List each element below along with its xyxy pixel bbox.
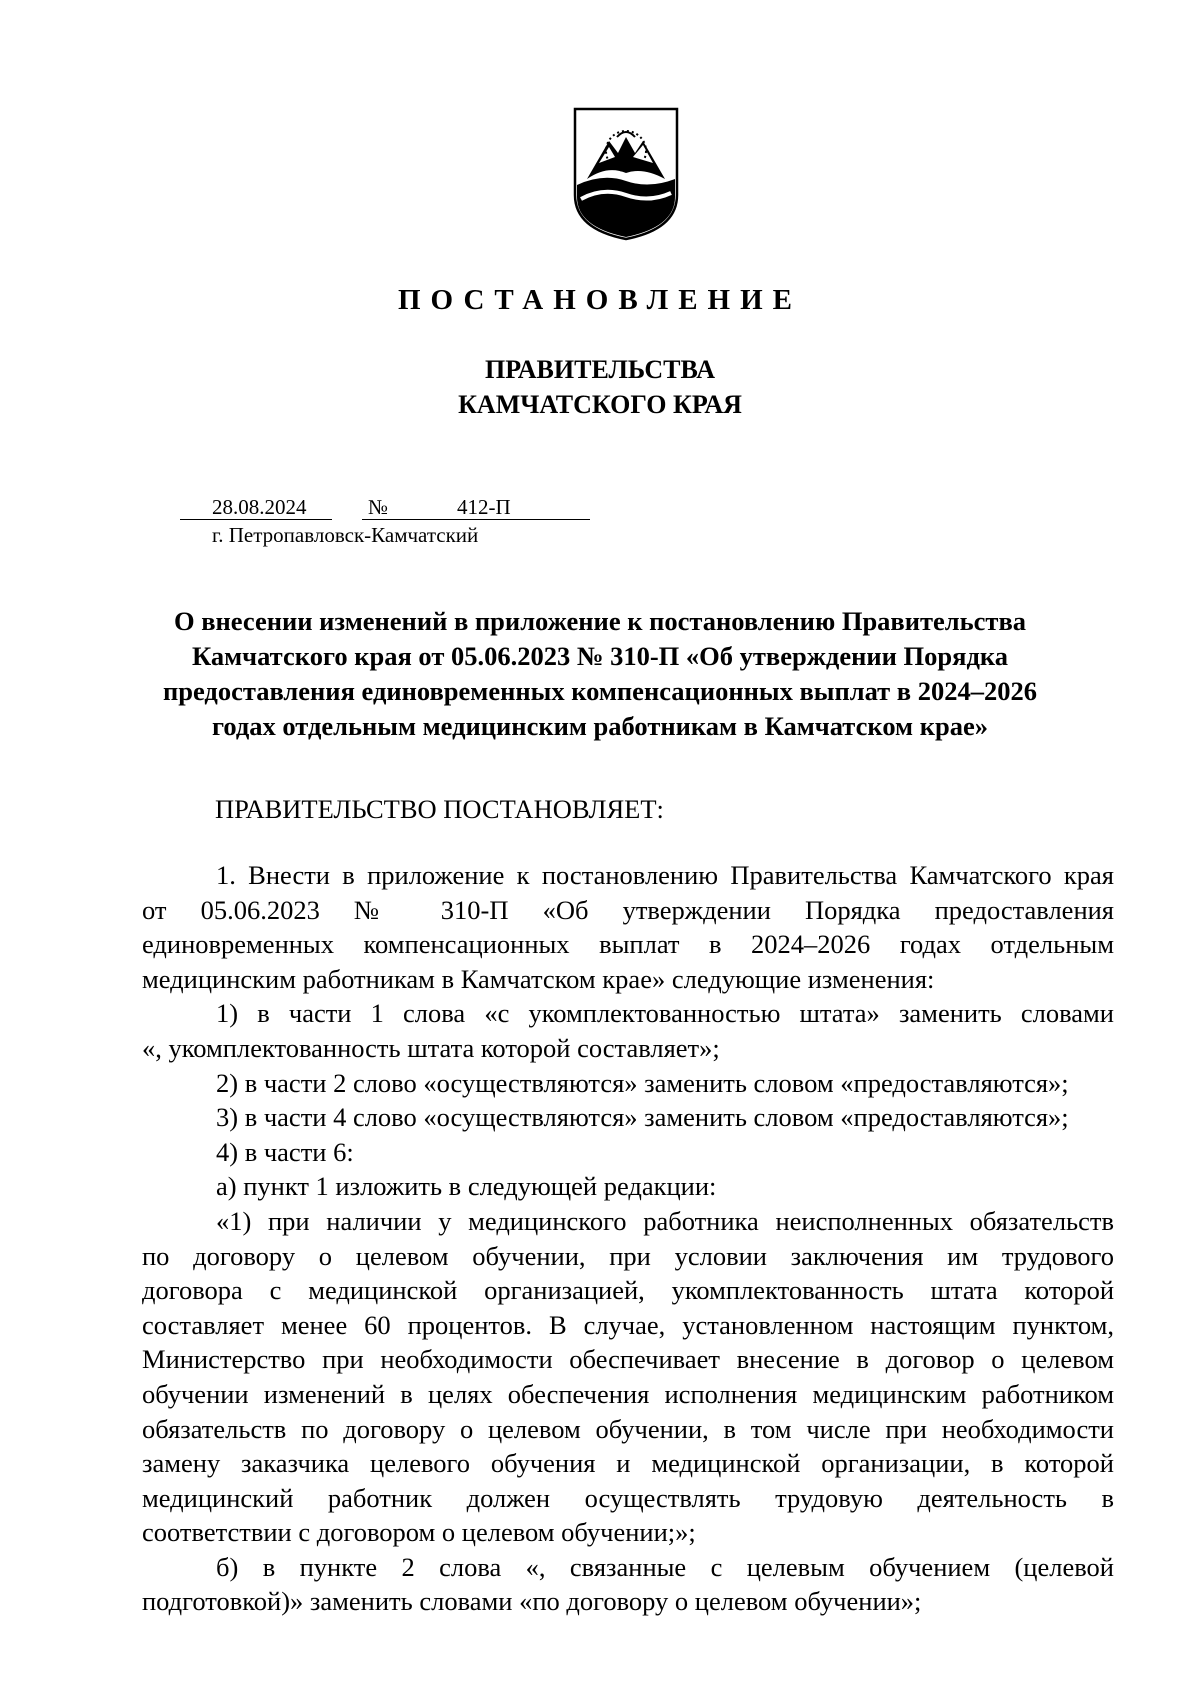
city: г. Петропавловск-Камчатский <box>212 523 479 547</box>
body-line: от 05.06.2023 № 310-П «Об утверждении Порядка предоставления <box>142 894 1114 925</box>
title-line: Камчатского края от 05.06.2023 № 310-П «Об утверждении Порядка <box>192 641 1008 671</box>
body-line: замену заказчика целевого обучения и медицинской организации, в которой <box>142 1448 1114 1479</box>
body-line: б) в пункте 2 слова «, связанные с целевым обучением (целевой <box>216 1551 1114 1582</box>
document-meta <box>180 494 590 548</box>
body-line: обучении изменений в целях обеспечения исполнения медицинским работником <box>142 1378 1114 1409</box>
body-line: а) пункт 1 изложить в следующей редакции: <box>216 1171 717 1202</box>
body-line: «, укомплектованность штата которой составляет»; <box>142 1032 720 1063</box>
body-line: 4) в части 6: <box>216 1136 354 1167</box>
number-sign: № <box>368 495 389 519</box>
body-line: «1) при наличии у медицинского работника неисполненных обязательств <box>216 1205 1114 1236</box>
body-line: 1. Внести в приложение к постановлению Правительства Камчатского края <box>216 860 1114 890</box>
issuer-line: ПРАВИТЕЛЬСТВА <box>485 355 715 384</box>
body-line: договора с медицинской организацией, укомплектованность штата которой <box>142 1275 1114 1306</box>
body-line: Министерство при необходимости обеспечивает внесение в договор о целевом <box>142 1344 1114 1375</box>
issuer <box>0 352 1200 422</box>
body-line: медицинским работникам в Камчатском крае» следующие изменения: <box>142 963 935 994</box>
date-number-row <box>180 494 590 522</box>
title-line: О внесении изменений в приложение к постановлению Правительства <box>173 606 1027 636</box>
document-body <box>142 858 1114 1619</box>
document-type: ПОСТАНОВЛЕНИЕ <box>397 284 802 316</box>
document-date: 28.08.2024 <box>212 495 307 519</box>
body-line: медицинский работник должен осуществлять трудовую деятельность в <box>142 1482 1114 1513</box>
body-line: обязательств по договору о целевом обучении, в том числе при необходимости <box>142 1413 1114 1444</box>
coat-of-arms-icon <box>573 107 679 241</box>
decree-heading: ПРАВИТЕЛЬСТВО ПОСТАНОВЛЯЕТ: <box>215 794 664 824</box>
body-line: по договору о целевом обучении, при условии заключения им трудового <box>142 1240 1114 1271</box>
title-line: предоставления единовременных компенсационных выплат в 2024–2026 <box>163 676 1037 706</box>
body-line: 3) в части 4 слово «осуществляются» заменить словом «предоставляются»; <box>216 1102 1069 1133</box>
document-number: 412-П <box>457 495 511 519</box>
body-line: единовременных компенсационных выплат в 2024–2026 годах отдельным <box>142 929 1114 960</box>
title-line: годах отдельным медицинским работникам в Камчатском крае» <box>211 711 989 741</box>
body-line: 2) в части 2 слово «осуществляются» заменить словом «предоставляются»; <box>216 1067 1069 1098</box>
body-line: составляет менее 60 процентов. В случае, установленном настоящим пунктом, <box>142 1309 1114 1340</box>
body-line: подготовкой)» заменить словами «по договору о целевом обучении»; <box>142 1586 922 1617</box>
body-line: 1) в части 1 слова «с укомплектованностью штата» заменить словами <box>216 998 1114 1029</box>
document-title <box>130 604 1070 744</box>
issuer-line: КАМЧАТСКОГО КРАЯ <box>458 390 742 419</box>
body-line: соответствии с договором о целевом обучении;»; <box>142 1517 696 1548</box>
